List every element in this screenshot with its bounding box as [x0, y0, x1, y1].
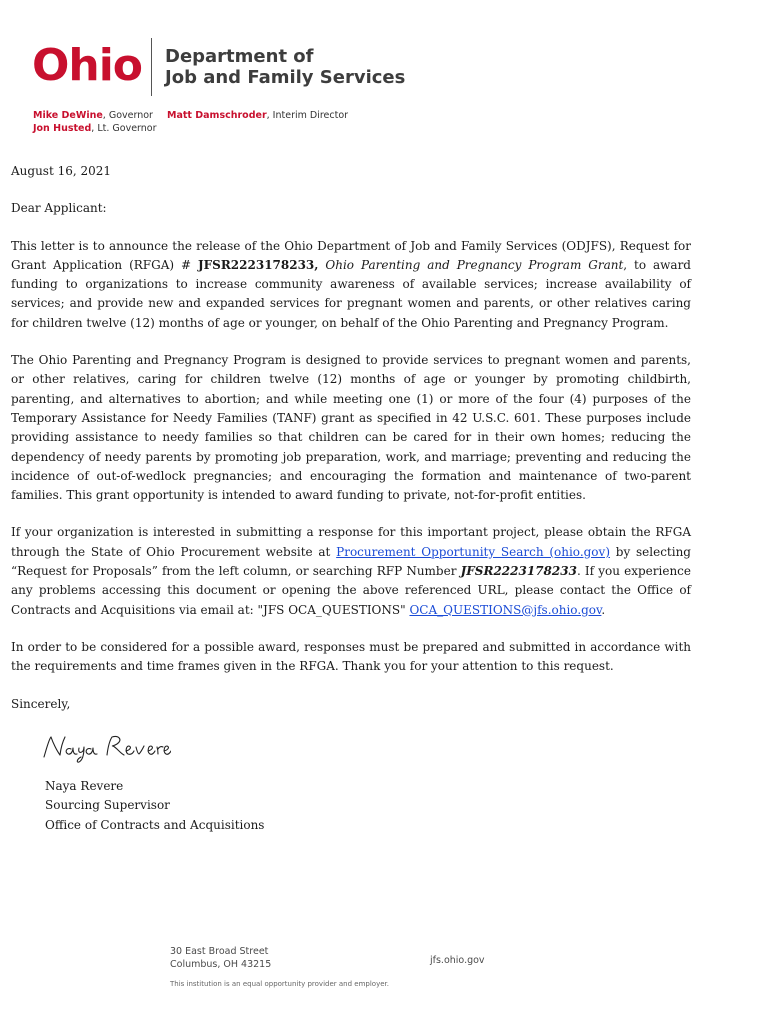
lt-governor-name: Jon Husted: [33, 122, 92, 134]
department-name: [165, 46, 405, 88]
governor-title: , Governor: [102, 110, 153, 121]
salutation: Dear Applicant:: [11, 201, 107, 216]
department-line-2: Job and Family Services: [165, 67, 406, 88]
department-line-1: Department of: [165, 46, 314, 67]
email-link[interactable]: OCA_QUESTIONS@jfs.ohio.gov: [409, 602, 602, 617]
p3-text-b: by selecting “Request for Proposals” from the left column, or searching RFP Number: [11, 544, 691, 579]
p1-text-b: , to award funding to organizations to increase community awareness of available services; increase availability of services; and provide new and expanded services for pregnant women and parents, or other relatives caring for children twelve (12) months of age or younger, on behalf of the Ohio Parenting and Pregnancy Program.: [11, 257, 691, 330]
paragraph-announcement: [11, 237, 691, 333]
paragraph-program-description: The Ohio Parenting and Pregnancy Program is designed to provide services to pregnant women and parents, or other relatives, caring for children twelve (12) months of age or younger by promoting childbirth, parenting, and alternatives to abortion; and while meeting one (1) or more of the four (4) purposes of the Temporary Assistance for Needy Families (TANF) grant as specified in 42 U.S.C. 601. These purposes include providing assistance to needy families so that children can be cared for in their own homes; reducing the dependency of needy parents by promoting job preparation, work, and marriage; preventing and reducing the incidence of out-of-wedlock pregnancies; and encouraging the formation and maintenance of two-parent families. This grant opportunity is intended to award funding to private, not-for-profit entities.: [11, 353, 691, 503]
governor-name: Mike DeWine: [33, 110, 103, 121]
director-name: Matt Damschroder: [167, 110, 267, 121]
address-line-2: Columbus, OH 43215: [170, 959, 272, 970]
p3-text-c: . If you experience any problems accessing this document or opening the above referenced URL, please contact the Office of Contracts and Acquisitions via email at: "JFS OCA_QUESTIONS": [11, 564, 691, 617]
ohio-logo: Ohio: [32, 40, 143, 91]
footer-eeo-statement: This institution is an equal opportunity provider and employer.: [170, 980, 389, 988]
paragraph-requirements: In order to be considered for a possible award, responses must be prepared and submitted in accordance with the requirements and time frames given in the RFGA. Thank you for your attention to this request.: [11, 639, 691, 674]
address-line-1: 30 East Broad Street: [170, 946, 269, 957]
handwritten-signature: [41, 733, 171, 763]
letter-date: August 16, 2021: [11, 164, 112, 178]
closing: Sincerely,: [11, 696, 71, 711]
footer-website: jfs.ohio.gov: [430, 955, 485, 966]
rfga-number: JFSR2223178233,: [197, 257, 319, 272]
director-title: , Interim Director: [266, 110, 349, 121]
letter-body: [11, 162, 691, 714]
procurement-search-link[interactable]: Procurement Opportunity Search (ohio.gov): [336, 544, 610, 559]
rfp-number: JFSR2223178233: [460, 564, 577, 579]
logo-divider: [151, 38, 152, 96]
governor-block: [33, 110, 157, 135]
footer-address: [170, 945, 271, 971]
p1-text-a: This letter is to announce the release of the Ohio Department of Job and Family Services (ODJFS), Request for Grant Application (RFGA) #: [11, 238, 691, 272]
grant-name: Ohio Parenting and Pregnancy Program Grant: [325, 257, 624, 272]
signer-title: Sourcing Supervisor: [45, 798, 170, 813]
signer-name: Naya Revere: [45, 779, 124, 793]
director-block: [167, 110, 348, 123]
p3-text-a: If your organization is interested in submitting a response for this important project, please obtain the RFGA through the State of Ohio Procurement website at: [11, 525, 691, 559]
lt-governor-title: , Lt. Governor: [91, 122, 157, 134]
p3-text-d: .: [601, 602, 606, 617]
signer-office: Office of Contracts and Acquisitions: [45, 817, 265, 832]
signature-block: [45, 777, 264, 835]
paragraph-instructions: [11, 523, 691, 619]
